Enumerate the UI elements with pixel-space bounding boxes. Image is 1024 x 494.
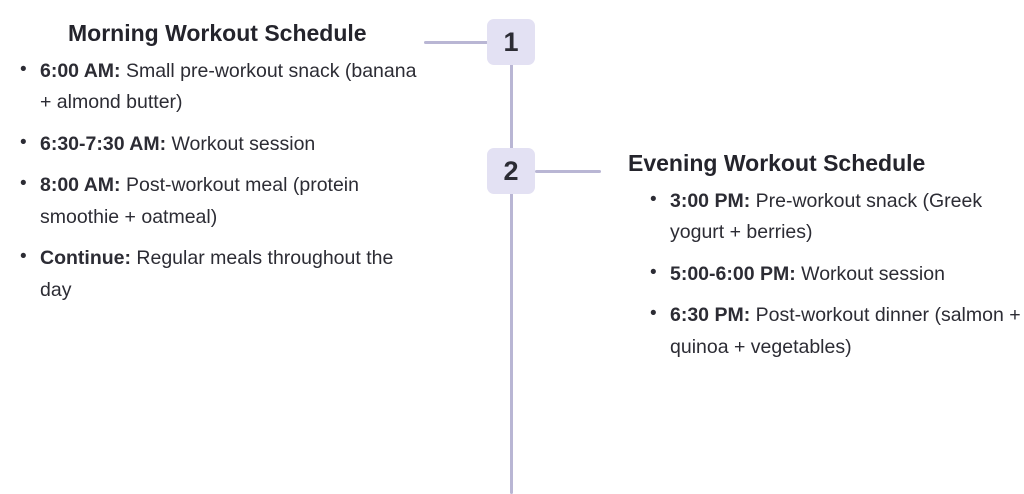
timeline-marker-1: [487, 19, 535, 65]
list-item-label: 5:00-6:00 PM:: [670, 262, 796, 285]
morning-item-list: [10, 56, 424, 307]
list-item-label: 3:00 PM:: [670, 189, 751, 212]
list-item-text: Post-workout meal (protein smoothie + oatmeal): [40, 174, 359, 228]
evening-block: [600, 150, 1024, 373]
list-item: [12, 170, 424, 233]
timeline-axis-line: [510, 52, 513, 494]
list-item: [642, 300, 1024, 363]
list-item: [12, 56, 424, 119]
connector-line-evening: [535, 170, 601, 173]
connector-line-morning: [424, 41, 488, 44]
list-item-label: 6:30-7:30 AM:: [40, 132, 167, 155]
list-item-label: 8:00 AM:: [40, 174, 121, 197]
list-item-text: Small pre-workout snack (banana + almond butter): [40, 59, 417, 114]
timeline-marker-1-label: 1: [503, 26, 519, 57]
list-item-label: 6:00 AM:: [40, 59, 121, 82]
evening-item-list: [614, 186, 1024, 364]
list-item-label: Continue:: [40, 247, 131, 270]
list-item-text: Post-workout dinner (salmon + quinoa + vegetables): [670, 304, 1021, 358]
list-item-text: Workout session: [795, 262, 945, 285]
list-item: [642, 259, 1024, 291]
timeline-marker-2-label: 2: [503, 155, 519, 186]
list-item: [642, 186, 1024, 249]
list-item-text: Regular meals throughout the day: [40, 247, 394, 302]
morning-block: [0, 20, 424, 317]
list-item: [12, 129, 424, 161]
timeline-marker-2: [487, 148, 535, 194]
list-item-text: Workout session: [166, 132, 316, 155]
morning-block-title: Morning Workout Schedule: [68, 20, 367, 46]
evening-block-title: Evening Workout Schedule: [628, 150, 926, 176]
list-item-label: 6:30 PM:: [670, 304, 751, 327]
list-item-text: Pre-workout snack (Greek yogurt + berries): [670, 189, 983, 244]
list-item: [12, 243, 424, 306]
